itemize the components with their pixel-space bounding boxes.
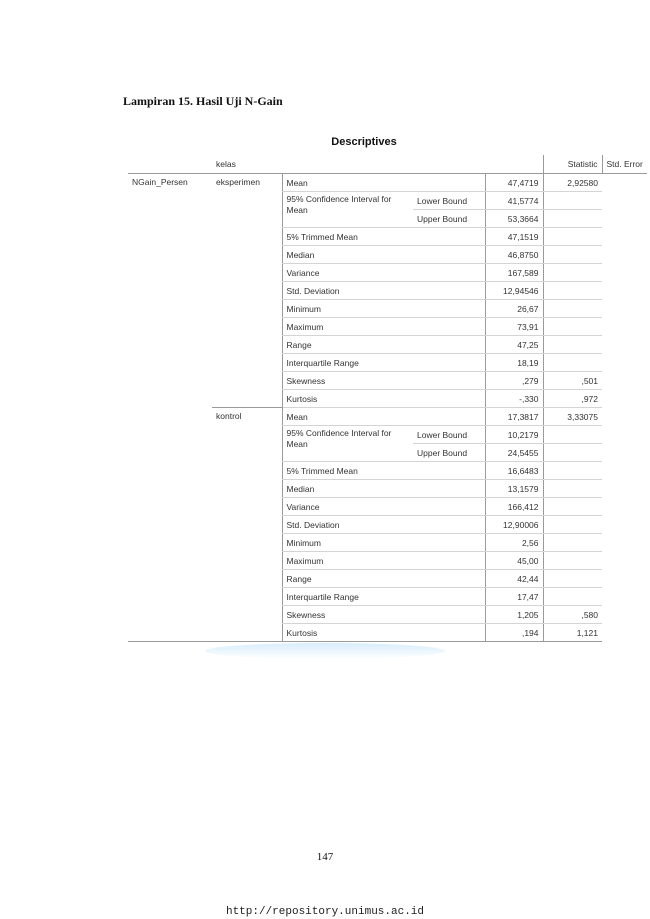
- stat-label-ci: 95% Confidence Interval for Mean: [282, 192, 413, 228]
- upper-bound-label: Upper Bound: [413, 444, 485, 462]
- stat-value: 26,67: [485, 300, 543, 318]
- stat-value: -,330: [485, 390, 543, 408]
- stderr-value: [543, 516, 602, 534]
- stat-label: Median: [282, 480, 485, 498]
- stderr-value: [543, 444, 602, 462]
- stat-value: 41,5774: [485, 192, 543, 210]
- stderr-value: [543, 462, 602, 480]
- table-title: Descriptives: [331, 136, 397, 148]
- stat-label: 5% Trimmed Mean: [282, 462, 485, 480]
- stat-value: 45,00: [485, 552, 543, 570]
- footer-url: http://repository.unimus.ac.id: [225, 906, 425, 918]
- stat-value: 17,47: [485, 588, 543, 606]
- descriptives-table: [128, 155, 647, 642]
- stat-label: Range: [282, 336, 485, 354]
- stat-label: Kurtosis: [282, 390, 485, 408]
- stat-label: Range: [282, 570, 485, 588]
- stat-value: 17,3817: [485, 408, 543, 426]
- stat-value: 24,5455: [485, 444, 543, 462]
- stat-label: Median: [282, 246, 485, 264]
- stat-value: 42,44: [485, 570, 543, 588]
- stderr-value: 1,121: [543, 624, 602, 642]
- stat-value: 18,19: [485, 354, 543, 372]
- stat-value: 13,1579: [485, 480, 543, 498]
- stat-label: Interquartile Range: [282, 354, 485, 372]
- stat-value: 16,6483: [485, 462, 543, 480]
- header-statistic: Statistic: [543, 155, 602, 174]
- stat-label: 5% Trimmed Mean: [282, 228, 485, 246]
- stat-label: Minimum: [282, 300, 485, 318]
- page-number: 147: [316, 851, 334, 863]
- stderr-value: [543, 588, 602, 606]
- page-heading: Lampiran 15. Hasil Uji N-Gain: [123, 94, 283, 108]
- lower-bound-label: Lower Bound: [413, 426, 485, 444]
- stat-value: ,194: [485, 624, 543, 642]
- group-name-eksperimen: eksperimen: [212, 174, 282, 408]
- stat-label: Maximum: [282, 552, 485, 570]
- header-variable: [128, 155, 212, 174]
- stat-label: Std. Deviation: [282, 282, 485, 300]
- stderr-value: [543, 246, 602, 264]
- stderr-value: [543, 210, 602, 228]
- stat-value: 47,25: [485, 336, 543, 354]
- stat-label: Kurtosis: [282, 624, 485, 642]
- stat-value: 166,412: [485, 498, 543, 516]
- header-std-error: Std. Error: [602, 155, 647, 174]
- table-header-row: [128, 155, 647, 174]
- stderr-value: [543, 336, 602, 354]
- group-name-kontrol: kontrol: [212, 408, 282, 642]
- header-group: kelas: [212, 155, 543, 174]
- stderr-value: ,580: [543, 606, 602, 624]
- stat-value: 47,4719: [485, 174, 543, 192]
- stat-label: Variance: [282, 264, 485, 282]
- stat-value: 73,91: [485, 318, 543, 336]
- stat-value: 53,3664: [485, 210, 543, 228]
- stderr-value: [543, 318, 602, 336]
- stderr-value: [543, 426, 602, 444]
- stat-label: Mean: [282, 408, 485, 426]
- stat-label: Skewness: [282, 606, 485, 624]
- stderr-value: 2,92580: [543, 174, 602, 192]
- stat-label: Mean: [282, 174, 485, 192]
- stderr-value: [543, 264, 602, 282]
- stderr-value: [543, 534, 602, 552]
- stderr-value: [543, 192, 602, 210]
- stderr-value: [543, 498, 602, 516]
- stderr-value: [543, 552, 602, 570]
- stat-value: 12,94546: [485, 282, 543, 300]
- stat-value: 46,8750: [485, 246, 543, 264]
- stat-label: Variance: [282, 498, 485, 516]
- stat-label: Minimum: [282, 534, 485, 552]
- stderr-value: [543, 228, 602, 246]
- stat-value: 2,56: [485, 534, 543, 552]
- table-row: [128, 174, 647, 192]
- stat-label: Maximum: [282, 318, 485, 336]
- variable-name: NGain_Persen: [128, 174, 212, 642]
- stat-value: 12,90006: [485, 516, 543, 534]
- stat-label: Std. Deviation: [282, 516, 485, 534]
- stat-label: Interquartile Range: [282, 588, 485, 606]
- table-shadow-decoration: [205, 643, 445, 659]
- stderr-value: [543, 570, 602, 588]
- stderr-value: [543, 480, 602, 498]
- stat-value: ,279: [485, 372, 543, 390]
- stat-value: 1,205: [485, 606, 543, 624]
- lower-bound-label: Lower Bound: [413, 192, 485, 210]
- stderr-value: 3,33075: [543, 408, 602, 426]
- stderr-value: ,972: [543, 390, 602, 408]
- stderr-value: [543, 300, 602, 318]
- stat-value: 47,1519: [485, 228, 543, 246]
- stderr-value: [543, 282, 602, 300]
- stat-label: Skewness: [282, 372, 485, 390]
- stat-label-ci: 95% Confidence Interval for Mean: [282, 426, 413, 462]
- upper-bound-label: Upper Bound: [413, 210, 485, 228]
- stderr-value: [543, 354, 602, 372]
- stat-value: 10,2179: [485, 426, 543, 444]
- stat-value: 167,589: [485, 264, 543, 282]
- stderr-value: ,501: [543, 372, 602, 390]
